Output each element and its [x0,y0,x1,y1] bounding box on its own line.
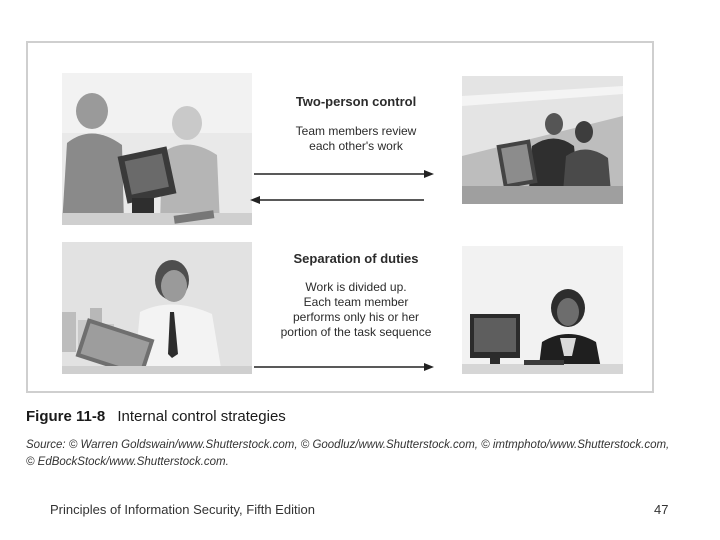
footer-book-title: Principles of Information Security, Fifth Edition [50,502,315,517]
right-arrow-icon [254,170,434,178]
two-person-control-title: Two-person control [295,94,417,109]
figure-number: Figure 11-8 [26,408,106,425]
figure-frame [26,41,654,393]
figure-title: Internal control strategies [117,408,286,425]
separation-of-duties-title: Separation of duties [293,251,419,266]
separation-desc-line: Work is divided up. [305,280,407,294]
left-arrow-icon [250,196,424,204]
separation-desc-line: portion of the task sequence [280,325,432,339]
right-arrow-icon [254,363,434,371]
figure-caption [26,408,286,425]
two-person-desc-line: each other's work [309,139,403,153]
separation-desc-line: Each team member [303,295,409,309]
image-source-credits [26,437,696,471]
source-line: Source: © Warren Goldswain/www.Shutterstock.com, © Goodluz/www.Shutterstock.com, © imtmphoto/www.Shutterstock.com, [26,439,670,451]
source-line: © EdBockStock/www.Shutterstock.com. [26,456,229,468]
separation-desc-line: performs only his or her [292,310,420,324]
two-person-desc-line: Team members review [295,124,417,138]
footer-page-number: 47 [654,502,669,517]
